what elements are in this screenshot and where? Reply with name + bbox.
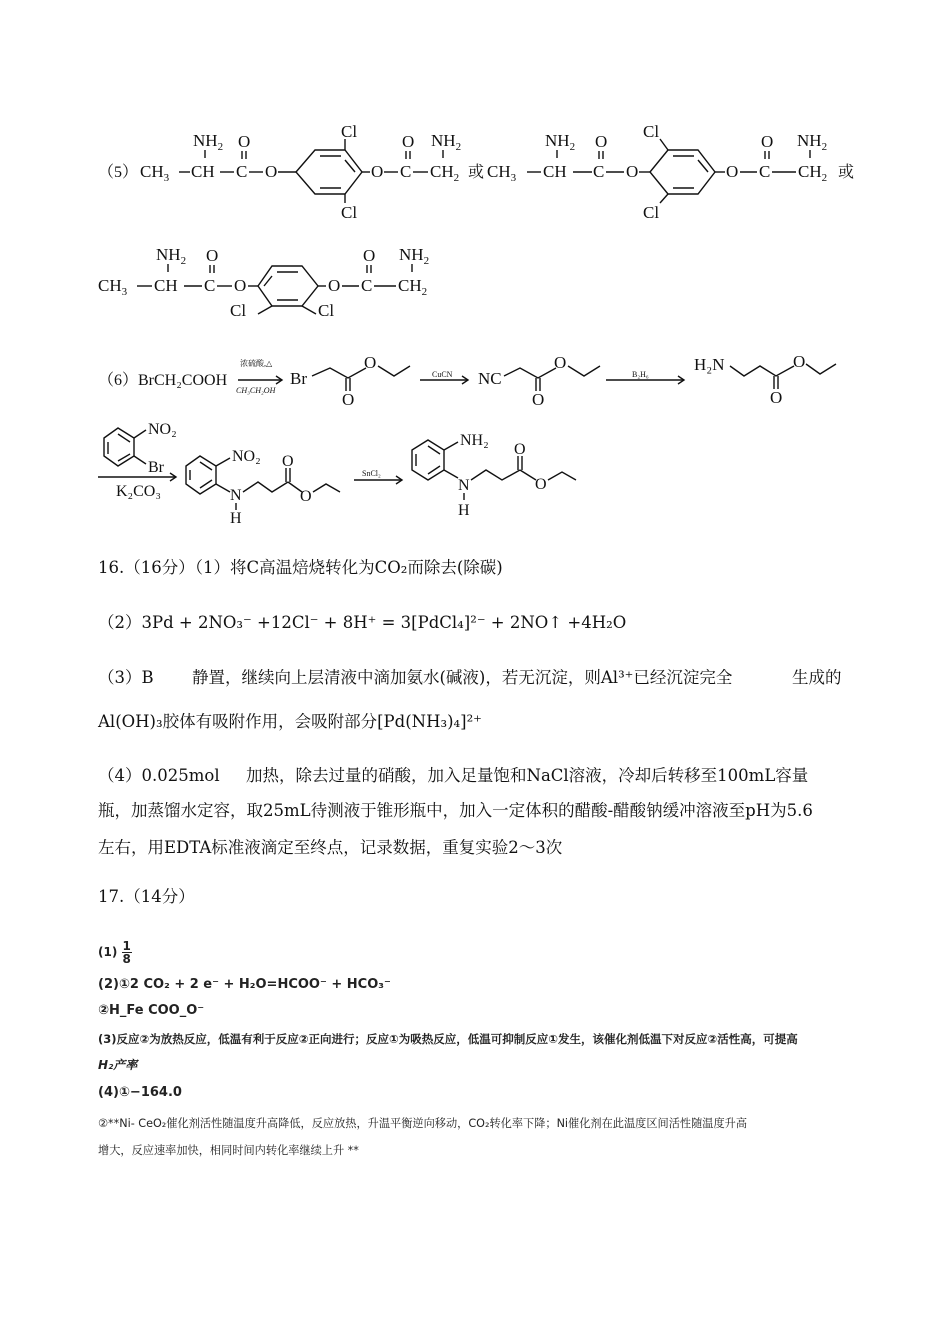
svg-text:O: O <box>793 352 806 371</box>
svg-text:H₂N: H₂N <box>694 355 725 374</box>
svg-text:O: O <box>328 276 341 295</box>
svg-text:N: N <box>230 487 242 504</box>
svg-text:O: O <box>595 132 608 151</box>
svg-text:O: O <box>626 162 639 181</box>
svg-text:Cl: Cl <box>230 301 247 320</box>
svg-text:CH: CH <box>191 162 215 181</box>
svg-text:O: O <box>363 246 376 265</box>
svg-text:NO₂: NO₂ <box>232 448 261 465</box>
svg-text:或: 或 <box>838 164 855 181</box>
svg-text:K₂CO₃: K₂CO₃ <box>116 483 161 500</box>
svg-text:CH2: $CH_2$ <box>398 276 428 298</box>
svg-text:Cl: Cl <box>341 122 358 141</box>
svg-text:NO₂: NO₂ <box>148 421 177 438</box>
q17-answer-1: (1) $\frac{1}{8}$ <box>98 939 131 966</box>
svg-text:NH2: $NH_2$ <box>545 131 576 153</box>
svg-text:CH₃CH₂OH: CH₃CH₂OH <box>236 386 276 395</box>
svg-text:H: H <box>458 502 470 519</box>
svg-text:O: O <box>402 132 415 151</box>
svg-text:O: O <box>234 276 247 295</box>
q16-part2-equation: （2）3Pd + 2NO₃⁻ +12Cl⁻ + 8H⁺ = 3[PdCl₄]²⁻ + 2NO↑ +4H₂O <box>98 613 627 632</box>
svg-text:O: O <box>238 132 251 151</box>
svg-text:C: C <box>400 162 412 181</box>
q16-part4-text-cont: 瓶，加蒸馏水定容，取25mL待测液于锥形瓶中，加入一定体积的醋酸-醋酸钠缓冲溶液至pH为5.6 <box>98 801 813 820</box>
svg-text:Cl: Cl <box>643 122 660 141</box>
svg-text:O: O <box>300 488 312 505</box>
svg-text:CuCN: CuCN <box>432 370 453 379</box>
q17-answer-4c: 增大，反应速率加快，相同时间内转化率继续上升 ** <box>98 1144 359 1157</box>
q16-part3-answer: （3）B <box>98 668 154 687</box>
svg-text:O: O <box>770 388 783 407</box>
q17-answer-2: (2)①2 CO₂ + 2 e⁻ + H₂O=HCOO⁻ + HCO₃⁻ <box>98 977 391 992</box>
svg-text:Cl: Cl <box>318 301 335 320</box>
q16-part3-text-cont: Al(OH)₃胶体有吸附作用，会吸附部分[Pd(NH₃)₄]²⁺ <box>98 712 482 731</box>
q16-part4-text-end: 左右，用EDTA标准液滴定至终点，记录数据，重复实验2～3次 <box>98 838 563 857</box>
svg-text:C: C <box>361 276 373 295</box>
q17-answer-3: (3)反应②为放热反应，低温有利于反应②正向进行；反应①为吸热反应，低温可抑制反应①发生，该催化剂低温下对反应②活性高，可提高 <box>98 1032 798 1046</box>
svg-text:NH2: $NH_2$ <box>431 131 462 153</box>
svg-text:O: O <box>371 162 384 181</box>
q17-answer-4b: ②**Ni- CeO₂催化剂活性随温度升高降低，反应放热，升温平衡逆向移动，CO₂转化率下降；Ni催化剂在此温度区间活性随温度升高 <box>98 1117 748 1130</box>
svg-text:Cl: Cl <box>643 203 660 222</box>
fraction: $\frac{1}{8}$ <box>122 939 131 966</box>
svg-text:Cl: Cl <box>341 203 358 222</box>
svg-text:C: C <box>204 276 216 295</box>
q16-header: 16.（16分）（1）将C高温焙烧转化为CO₂而除去(除碳) <box>98 558 503 577</box>
svg-text:CH3: $CH_3$ <box>98 276 128 298</box>
svg-text:O: O <box>265 162 278 181</box>
svg-text:NH2: $NH_2$ <box>156 245 187 267</box>
svg-text:CH3: $CH_3$ <box>487 162 517 184</box>
svg-text:NH2: $NH_2$ <box>399 245 430 267</box>
svg-text:NH₂: NH₂ <box>460 432 489 449</box>
svg-text:CH: CH <box>543 162 567 181</box>
svg-text:Br: Br <box>148 459 164 476</box>
q17-answer-2b: ②H_Fe COO_O⁻ <box>98 1003 205 1018</box>
svg-text:CH3: $CH_3$ <box>140 162 170 184</box>
svg-text:NH2: $NH_2$ <box>797 131 828 153</box>
svg-text:浓硫酸,△: 浓硫酸,△ <box>240 359 273 368</box>
svg-text:O: O <box>532 390 545 409</box>
svg-text:CH2: $CH_2$ <box>798 162 828 184</box>
svg-text:C: C <box>593 162 605 181</box>
svg-text:CH2: $CH_2$ <box>430 162 460 184</box>
svg-text:O: O <box>206 246 219 265</box>
q16-part3-text: 静置，继续向上层清液中滴加氨水(碱液)，若无沉淀，则Al³⁺已经沉淀完全 <box>192 668 733 687</box>
svg-text:C: C <box>236 162 248 181</box>
part5-label: （5） <box>98 164 139 181</box>
svg-text:O: O <box>761 132 774 151</box>
q16-part3-text-end: 生成的 <box>792 668 842 687</box>
svg-text:C: C <box>759 162 771 181</box>
svg-text:O: O <box>554 353 567 372</box>
svg-text:NH2: $NH_2$ <box>193 131 224 153</box>
svg-text:Br: Br <box>290 369 307 388</box>
q17-header: 17.（14分） <box>98 887 195 906</box>
svg-text:CH: CH <box>154 276 178 295</box>
svg-text:H: H <box>230 510 242 527</box>
svg-text:或: 或 <box>468 164 485 181</box>
q17-answer-3b: H₂产率 <box>98 1058 138 1072</box>
q16-part4-answer: （4）0.025mol <box>98 766 220 785</box>
q16-part4-text: 加热，除去过量的硝酸，加入足量饱和NaCl溶液，冷却后转移至100mL容量 <box>246 766 809 785</box>
svg-text:O: O <box>726 162 739 181</box>
svg-text:B₂H₆: B₂H₆ <box>632 370 649 379</box>
part6-label: （6）BrCH₂COOH <box>98 372 228 389</box>
q17-answer-4: (4)①−164.0 <box>98 1085 182 1100</box>
svg-text:SnCl₂: SnCl₂ <box>362 469 381 478</box>
svg-text:O: O <box>364 353 377 372</box>
svg-text:NC: NC <box>478 369 502 388</box>
svg-text:O: O <box>514 441 526 458</box>
svg-text:O: O <box>342 390 355 409</box>
svg-text:O: O <box>282 453 294 470</box>
synthesis-route-part6 <box>0 0 950 540</box>
svg-text:N: N <box>458 477 470 494</box>
svg-text:O: O <box>535 476 547 493</box>
